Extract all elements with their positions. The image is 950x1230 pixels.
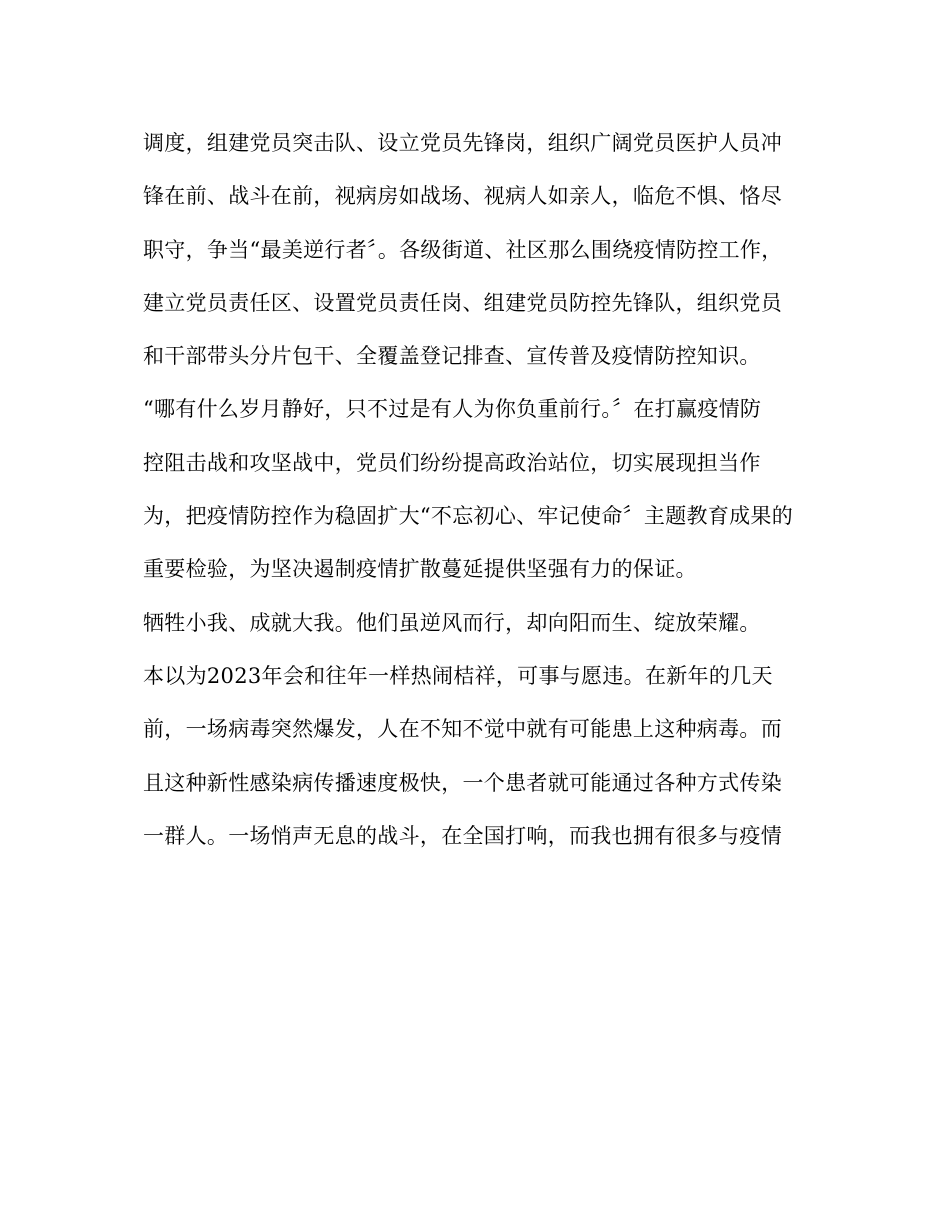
- text-line: 控阻击战和攻坚战中，党员们纷纷提高政治站位，切实展现担当作: [143, 450, 761, 475]
- text-line: 且这种新性感染病传播速度极快，一个患者就可能通过各种方式传染: [143, 770, 782, 795]
- text-line: 重要检验，为坚决遏制疫情扩散蔓延提供坚强有力的保证。: [143, 557, 697, 582]
- text-line: “哪有什么岁月静好，只不过是有人为你负重前行。〞在打赢疫情防: [143, 397, 762, 422]
- text-line: 本以为2023年会和往年一样热闹桔祥，可事与愿违。在新年的几天: [143, 663, 773, 688]
- text-line: 建立党员责任区、设置党员责任岗、组建党员防控先锋队，组织党员: [143, 290, 782, 315]
- text-line: 和干部带头分片包干、全覆盖登记排查、宣传普及疫情防控知识。: [143, 344, 761, 369]
- text-line: 锋在前、战斗在前，视病房如战场、视病人如亲人，临危不惧、恪尽: [143, 184, 782, 209]
- text-line: 一群人。一场悄声无息的战斗，在全国打响，而我也拥有很多与疫情: [143, 823, 782, 848]
- document-body: [143, 122, 823, 868]
- text-line: 职守，争当“最美逆行者〞。各级街道、社区那么围绕疫情防控工作，: [143, 237, 783, 262]
- text-line: 牺牲小我、成就大我。他们虽逆风而行，却向阳而生、绽放荣耀。: [143, 610, 761, 635]
- text-line: 调度，组建党员突击队、设立党员先锋岗，组织广阔党员医护人员冲: [143, 131, 782, 155]
- text-line: 前，一场病毒突然爆发，人在不知不觉中就有可能患上这种病毒。而: [143, 717, 782, 742]
- text-line: 为，把疫情防控作为稳固扩大“不忘初心、牢记使命〞主题教育成果的: [143, 504, 794, 529]
